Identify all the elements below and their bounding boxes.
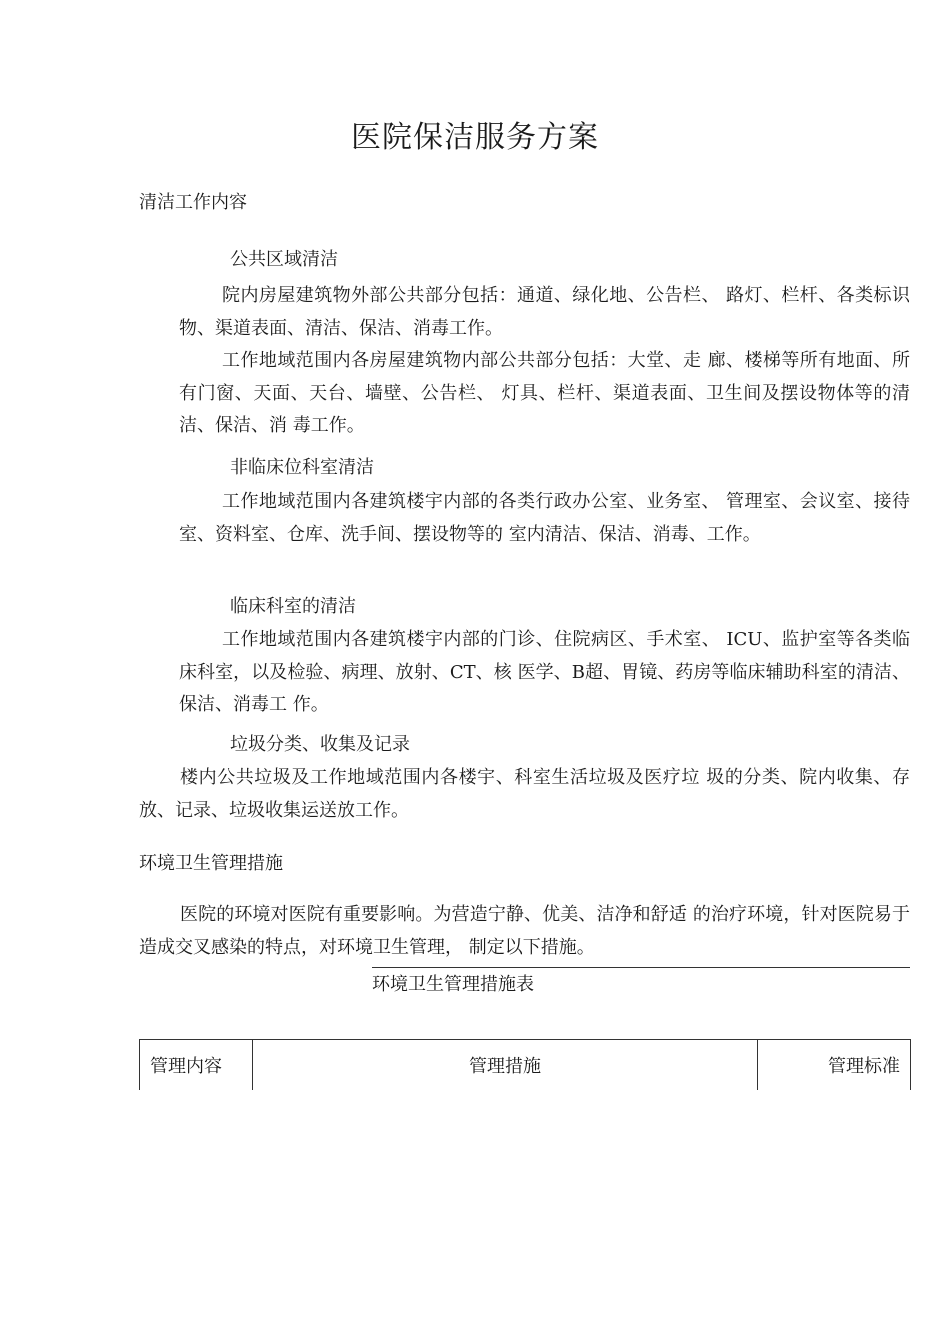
paragraph-public-area-exterior: 院内房屋建筑物外部公共部分包括：通道、绿化地、公告栏、 路灯、栏杆、各类标识物、渠道表面、清洁、保洁、消毒工作。 xyxy=(179,285,910,339)
subheading-public-area: 公共区域清洁 xyxy=(230,249,338,270)
page-title: 医院保洁服务方案 xyxy=(351,120,599,155)
table-caption-rule xyxy=(372,967,910,968)
paragraph-clinical: 工作地域范围内各建筑楼宇内部的门诊、住院病区、手术室、 ICU、监护室等各类临床科室，以及检验、病理、放射、CT、核 医学、B超、胃镜、药房等临床辅助科室的清洁、保洁、消毒工 作。 xyxy=(179,629,910,715)
table-header-standard: 管理标准 xyxy=(758,1040,911,1091)
section-heading-environment: 环境卫生管理措施 xyxy=(139,853,283,874)
table-header-row xyxy=(140,1040,911,1091)
subheading-garbage: 垃圾分类、收集及记录 xyxy=(230,734,410,755)
paragraph-public-area-interior: 工作地域范围内各房屋建筑物内部公共部分包括：大堂、走 廊、楼梯等所有地面、所有门窗、天面、天台、墙壁、公告栏、 灯具、栏杆、渠道表面、卫生间及摆设物体等的清洁、保洁、消 毒工作。 xyxy=(179,350,910,436)
paragraph-non-clinical: 工作地域范围内各建筑楼宇内部的各类行政办公室、业务室、 管理室、会议室、接待室、资料室、仓库、洗手间、摆设物等的 室内清洁、保洁、消毒、工作。 xyxy=(179,491,910,545)
subheading-non-clinical: 非临床位科室清洁 xyxy=(230,457,374,478)
paragraph-environment: 医院的环境对医院有重要影响。为营造宁静、优美、洁净和舒适 的治疗环境，针对医院易于造成交叉感染的特点，对环境卫生管理， 制定以下措施。 xyxy=(139,904,910,958)
measures-table xyxy=(139,1039,911,1090)
section-heading-cleaning-content: 清洁工作内容 xyxy=(139,192,247,213)
table-header-measures: 管理措施 xyxy=(253,1040,758,1091)
subheading-clinical: 临床科室的清洁 xyxy=(230,596,356,617)
paragraph-garbage: 楼内公共垃圾及工作地域范围内各楼宇、科室生活垃圾及医疗垃 圾的分类、院内收集、存放、记录、垃圾收集运送放工作。 xyxy=(139,767,910,821)
table-caption: 环境卫生管理措施表 xyxy=(372,974,534,995)
table-header-content: 管理内容 xyxy=(140,1040,253,1091)
